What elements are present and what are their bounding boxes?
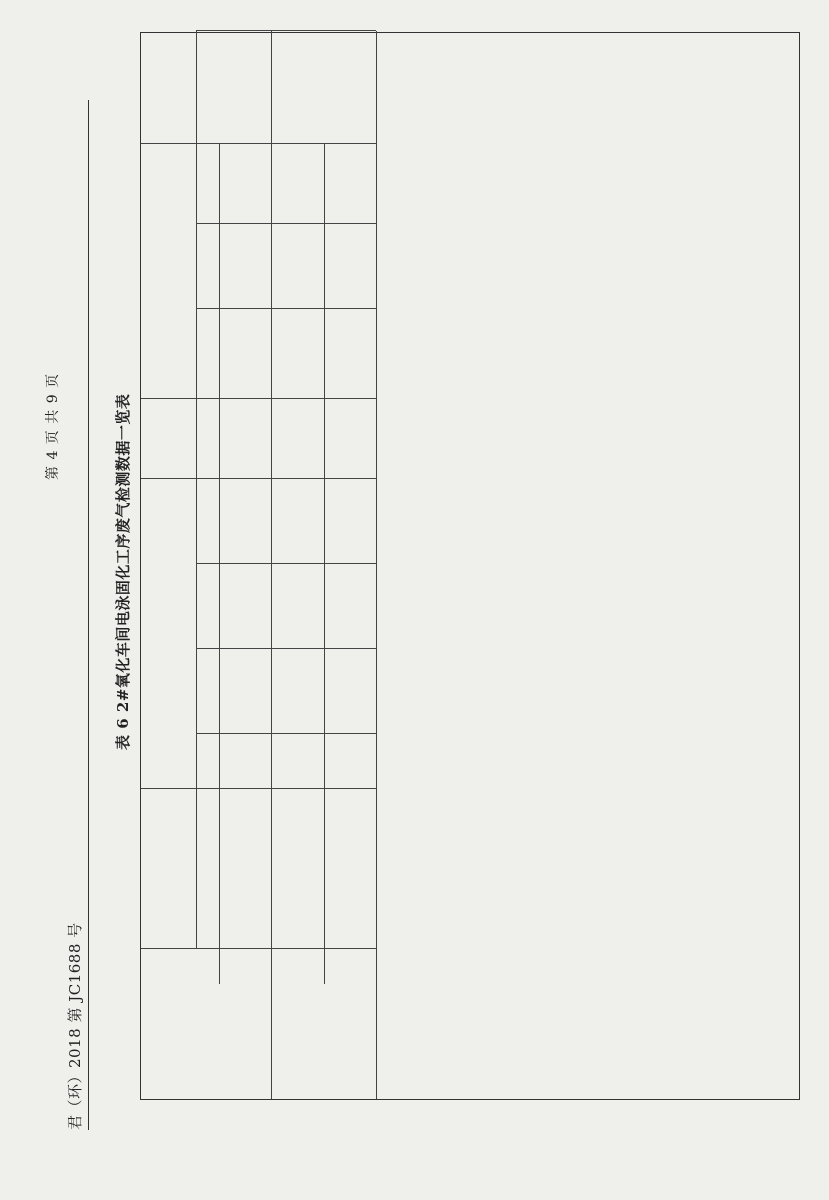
rule-v9 xyxy=(196,223,376,224)
header-rule xyxy=(88,100,89,1130)
rule-v4 xyxy=(196,648,376,649)
page-number: 第 4 页 共 9 页 xyxy=(45,372,61,480)
report-number: 君（环）2018 第 JC1688 号 xyxy=(66,922,84,1130)
rule-v8 xyxy=(196,308,376,309)
rule-v7 xyxy=(141,398,376,399)
rule-row1-bottom xyxy=(219,144,220,984)
rule-row2-bottom xyxy=(271,144,272,984)
rule-v2 xyxy=(141,788,376,789)
rule-v11 xyxy=(196,30,376,31)
rule-table-bottom xyxy=(376,31,377,1099)
table-title: 表 6 2#氧化车间电泳固化工序废气检测数据一览表 xyxy=(114,393,132,750)
data-table xyxy=(140,32,800,1100)
rule-v5 xyxy=(196,563,376,564)
rule-v1 xyxy=(141,948,376,949)
rule-group-header xyxy=(196,31,197,949)
rule-v6 xyxy=(141,478,376,479)
rule-v3 xyxy=(196,733,376,734)
rule-v10 xyxy=(141,143,376,144)
rule-row3-bottom xyxy=(324,144,325,984)
